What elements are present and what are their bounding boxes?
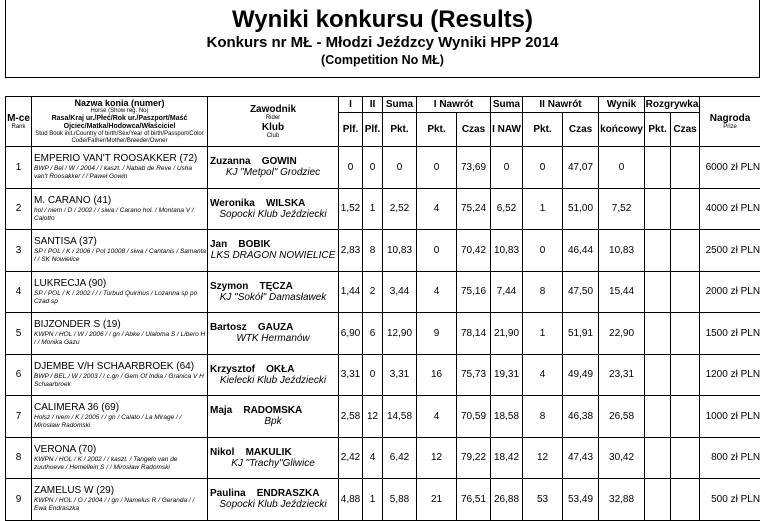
decider-pkt-cell — [645, 313, 671, 355]
sum-cell: 12,90 — [383, 313, 417, 355]
jo2-czas-cell: 51,91 — [563, 313, 599, 355]
sum-pkt-header: Pkt. — [383, 113, 417, 147]
prize-cell: 1500 zł PLN — [700, 313, 760, 355]
sum2-cell: 0 — [491, 147, 523, 189]
jo1-czas-cell: 75,24 — [457, 188, 491, 230]
sum-cell: 5,88 — [383, 479, 417, 521]
page-subtitle: Konkurs nr MŁ - Młodzi Jeźdzcy Wyniki HPP 2014 — [6, 34, 759, 52]
decider-czas-cell — [671, 479, 700, 521]
club-name: LKS DRAGON NOWIELICE — [208, 250, 338, 261]
decider-pkt-cell — [645, 230, 671, 272]
prize-cell: 4000 zł PLN — [700, 188, 760, 230]
page-title: Wyniki konkursu (Results) — [6, 6, 759, 34]
r1-cell: 2,83 — [339, 230, 363, 272]
r1-cell: 1,52 — [339, 188, 363, 230]
jo1-pkt-cell: 9 — [417, 313, 457, 355]
horse-name: VERONA — [34, 444, 76, 455]
naw-header: I NAW — [491, 113, 523, 147]
sum-cell: 3,44 — [383, 271, 417, 313]
prize-cell: 1200 zł PLN — [700, 354, 760, 396]
final-cell: 26,58 — [599, 396, 645, 438]
club-name: Sopocki Klub Jeździecki — [208, 499, 338, 510]
sum2-cell: 10,83 — [491, 230, 523, 272]
table-row — [6, 354, 760, 396]
decider-header: Rozgrywka — [645, 97, 700, 113]
rider-first-name: Szymon — [210, 281, 248, 292]
rank-cell: 4 — [6, 271, 32, 313]
sum2-cell: 18,58 — [491, 396, 523, 438]
jo2-czas-cell: 46,44 — [563, 230, 599, 272]
horse-number: (70) — [78, 444, 96, 455]
prize-cell: 6000 zł PLN — [700, 147, 760, 189]
final-sub-header: końcowy — [599, 113, 645, 147]
jo1-pkt-cell: 4 — [417, 271, 457, 313]
horse-cell — [32, 437, 208, 479]
rider-last-name: MAKULIK — [246, 447, 292, 458]
rider-last-name: OKŁA — [266, 364, 294, 375]
table-row — [6, 437, 760, 479]
horse-name: BIJZONDER S — [34, 319, 100, 330]
jo1-pkt-cell: 0 — [417, 230, 457, 272]
final-cell: 30,42 — [599, 437, 645, 479]
jo2-pkt-cell: 53 — [523, 479, 563, 521]
r2-cell: 6 — [363, 313, 383, 355]
r1-cell: 0 — [339, 147, 363, 189]
decider-czas-cell — [671, 147, 700, 189]
jumpoff1-header: I Nawrót — [417, 97, 491, 113]
rider-cell — [208, 188, 339, 230]
jo2-czas-cell: 47,43 — [563, 437, 599, 479]
final-cell: 22,90 — [599, 313, 645, 355]
r1-cell: 1,44 — [339, 271, 363, 313]
jo2-czas-cell: 47,07 — [563, 147, 599, 189]
decider-pkt-cell — [645, 271, 671, 313]
jo1-pkt-cell: 4 — [417, 188, 457, 230]
rider-first-name: Jan — [210, 239, 227, 250]
horse-name: M. CARANO — [34, 195, 91, 206]
jo1-czas-cell: 70,59 — [457, 396, 491, 438]
jo2-pkt-cell: 8 — [523, 271, 563, 313]
jo1-czas-cell: 75,16 — [457, 271, 491, 313]
club-name: WTK Hermanów — [208, 333, 338, 344]
final-cell: 7,52 — [599, 188, 645, 230]
horse-cell — [32, 479, 208, 521]
horse-number: (37) — [79, 236, 97, 247]
club-name: KJ "Sokół" Damasławek — [208, 292, 338, 303]
jo1-czas-cell: 78,14 — [457, 313, 491, 355]
club-name: KJ "Metpol" Grodziec — [208, 167, 338, 178]
sum2-cell: 19,31 — [491, 354, 523, 396]
horse-info: hol / niem / D / 2002 / / siwa / Carano hol. / Montana V / Calotto — [32, 207, 207, 223]
horse-info: Holsz / niem / K / 2005 / / gn / Calato / La Mirage / / Mirosław Radomski — [32, 414, 207, 430]
jo1-pkt-cell: 4 — [417, 396, 457, 438]
rank-cell: 2 — [6, 188, 32, 230]
rider-last-name: TĘCZA — [259, 281, 292, 292]
horse-info: KWPN / HOL / K / 2002 / / kaszt. / Tangelo van de zuuthoeve / Hemellein S / / Mirosław Radomski — [32, 456, 207, 472]
jo1-czas-cell: 73,69 — [457, 147, 491, 189]
rider-cell — [208, 271, 339, 313]
jo2-pkt-cell: 1 — [523, 313, 563, 355]
sum-cell: 14,58 — [383, 396, 417, 438]
decider-czas-cell — [671, 437, 700, 479]
rank-cell: 5 — [6, 313, 32, 355]
sum2-cell: 6,52 — [491, 188, 523, 230]
club-name: Kielecki Klub Jeździecki — [208, 375, 338, 386]
horse-number: (41) — [93, 195, 111, 206]
r1-cell: 6,90 — [339, 313, 363, 355]
decider-pkt-cell — [645, 354, 671, 396]
jo2-pkt-cell: 0 — [523, 147, 563, 189]
jo2-czas-cell: 51,00 — [563, 188, 599, 230]
horse-cell — [32, 396, 208, 438]
rider-first-name: Zuzanna — [210, 156, 251, 167]
prize-cell: 2000 zł PLN — [700, 271, 760, 313]
final-cell: 0 — [599, 147, 645, 189]
decider-pkt-cell — [645, 188, 671, 230]
competition-number: (Competition No MŁ) — [6, 52, 759, 68]
horse-cell — [32, 188, 208, 230]
horse-name: EMPERIO VAN'T ROOSAKKER — [34, 153, 177, 164]
jo2-czas-cell: 47,50 — [563, 271, 599, 313]
jo2-czas-header: Czas — [563, 113, 599, 147]
decider-czas-cell — [671, 396, 700, 438]
rider-last-name: GOWIN — [262, 156, 297, 167]
jo1-czas-cell: 70,42 — [457, 230, 491, 272]
decider-pkt-cell — [645, 437, 671, 479]
table-row — [6, 188, 760, 230]
horse-cell — [32, 230, 208, 272]
prize-cell: 1000 zł PLN — [700, 396, 760, 438]
horse-name: CALIMERA 36 — [34, 402, 98, 413]
sum2-cell: 21,90 — [491, 313, 523, 355]
horse-info: KWPN / HOL / W / 2006 / / gn / Abke / Ulaloma S / Libero H / / Monika Gazu — [32, 331, 207, 347]
horse-cell — [32, 271, 208, 313]
horse-info: BWP / BEL / W / 2003 / / c.gn / Gem Of India / Granica V H Schaarbroek — [32, 373, 207, 389]
final-cell: 10,83 — [599, 230, 645, 272]
rider-cell — [208, 313, 339, 355]
r2-cell: 12 — [363, 396, 383, 438]
jo2-czas-cell: 46,38 — [563, 396, 599, 438]
horse-number: (19) — [103, 319, 121, 330]
final-cell: 15,44 — [599, 271, 645, 313]
prize-header: Nagroda Prize — [700, 97, 760, 147]
horse-cell — [32, 354, 208, 396]
horse-number: (69) — [101, 402, 119, 413]
jo2-pkt-cell: 8 — [523, 396, 563, 438]
decider-pkt-cell — [645, 147, 671, 189]
rank-cell: 3 — [6, 230, 32, 272]
jo2-pkt-cell: 12 — [523, 437, 563, 479]
rider-last-name: WILSKA — [266, 198, 305, 209]
sum-cell: 3,31 — [383, 354, 417, 396]
prize-cell: 800 zł PLN — [700, 437, 760, 479]
jo1-pkt-header: Pkt. — [417, 113, 457, 147]
club-name: KJ "Trachy"Gliwice — [208, 458, 338, 469]
jo2-pkt-cell: 0 — [523, 230, 563, 272]
horse-number: (29) — [96, 485, 114, 496]
results-header — [5, 0, 760, 78]
rider-first-name: Krzysztof — [210, 364, 255, 375]
jo1-pkt-cell: 0 — [417, 147, 457, 189]
r2-cell: 1 — [363, 188, 383, 230]
table-row — [6, 313, 760, 355]
table-row — [6, 396, 760, 438]
final-cell: 32,88 — [599, 479, 645, 521]
table-row — [6, 147, 760, 189]
r2-cell: 4 — [363, 437, 383, 479]
jo2-pkt-header: Pkt. — [523, 113, 563, 147]
rider-first-name: Nikol — [210, 447, 234, 458]
jo1-pkt-cell: 21 — [417, 479, 457, 521]
sum2-cell: 7,44 — [491, 271, 523, 313]
table-row — [6, 230, 760, 272]
sum-cell: 0 — [383, 147, 417, 189]
sum2-header: Suma — [491, 97, 523, 113]
r1-cell: 2,58 — [339, 396, 363, 438]
jo1-czas-header: Czas — [457, 113, 491, 147]
table-row — [6, 271, 760, 313]
r1-cell: 2,42 — [339, 437, 363, 479]
horse-info: SP / POL / K / 2002 / / / Turbud Quirinus / Lozanna sp po Czad sp — [32, 290, 207, 306]
table-row — [6, 479, 760, 521]
rider-cell — [208, 479, 339, 521]
rider-cell — [208, 354, 339, 396]
decider-pkt-cell — [645, 396, 671, 438]
prize-cell: 500 zł PLN — [700, 479, 760, 521]
horse-number: (72) — [179, 153, 197, 164]
rider-last-name: BOBIK — [238, 239, 270, 250]
jo1-pkt-cell: 16 — [417, 354, 457, 396]
horse-name: LUKRECJA — [34, 278, 86, 289]
horse-name: SANTISA — [34, 236, 76, 247]
jo2-pkt-cell: 1 — [523, 188, 563, 230]
rider-first-name: Bartosz — [210, 322, 247, 333]
decider-czas-cell — [671, 188, 700, 230]
sum-header: Suma — [383, 97, 417, 113]
horse-info: BWP / Bel / W / 2004 / / kaszt. / Nabab de Reve / Usha van't Roosakker / / Paweł Gowin — [32, 165, 207, 181]
horse-cell — [32, 313, 208, 355]
r2-cell: 1 — [363, 479, 383, 521]
rank-cell: 1 — [6, 147, 32, 189]
decider-czas-cell — [671, 230, 700, 272]
sum2-cell: 18,42 — [491, 437, 523, 479]
decider-czas-cell — [671, 354, 700, 396]
rider-last-name: ENDRASZKA — [257, 488, 320, 499]
decider-pkt-cell — [645, 479, 671, 521]
horse-name: ZAMELUS W — [34, 485, 93, 496]
club-name: Bpk — [208, 416, 338, 427]
jo2-czas-cell: 49,49 — [563, 354, 599, 396]
results-table — [5, 96, 760, 521]
prize-cell: 2500 zł PLN — [700, 230, 760, 272]
decider-czas-cell — [671, 313, 700, 355]
r2-cell: 0 — [363, 147, 383, 189]
rider-cell — [208, 437, 339, 479]
horse-info: KWPN / HOL / O / 2004 / / gn / Namelus R / Geranda / / Ewa Endraszka — [32, 497, 207, 513]
jo1-czas-cell: 79,22 — [457, 437, 491, 479]
rider-first-name: Weronika — [210, 198, 255, 209]
rank-cell: 8 — [6, 437, 32, 479]
round1-header: I — [339, 97, 363, 113]
sum-cell: 6,42 — [383, 437, 417, 479]
decider-czas-header: Czas — [671, 113, 700, 147]
sum-cell: 2,52 — [383, 188, 417, 230]
rider-cell — [208, 396, 339, 438]
r2-cell: 2 — [363, 271, 383, 313]
jo2-pkt-cell: 4 — [523, 354, 563, 396]
rank-cell: 6 — [6, 354, 32, 396]
sum-cell: 10,83 — [383, 230, 417, 272]
jo1-pkt-cell: 12 — [417, 437, 457, 479]
horse-header: Nazwa konia (numer) Horse (Show reg. No) Rasa/Kraj ur./Płeć/Rok ur./Paszport/Maść Ojciec/Matka/Hodowca/Właściciel Stud Book init./Country of birth/Sex/Year of birth/Passport/Color Code/Father/Mother/Breeder/Owner — [32, 97, 208, 147]
r2-cell: 0 — [363, 354, 383, 396]
rider-last-name: RADOMSKA — [243, 405, 302, 416]
rank-cell: 7 — [6, 396, 32, 438]
r1-cell: 3,31 — [339, 354, 363, 396]
r2-cell: 8 — [363, 230, 383, 272]
rider-cell — [208, 147, 339, 189]
sum2-cell: 26,88 — [491, 479, 523, 521]
rider-first-name: Maja — [210, 405, 232, 416]
decider-pkt-header: Pkt. — [645, 113, 671, 147]
club-name: Sopocki Klub Jeździecki — [208, 209, 338, 220]
rider-header: Zawodnik Rider Klub Club — [208, 97, 339, 147]
horse-info: SP / POL / K / 2006 / Pol 10008 / siwa / Cantanis / Samanta / / SK Nowielice — [32, 248, 207, 264]
horse-number: (90) — [88, 278, 106, 289]
r2-plf-header: Plf. — [363, 113, 383, 147]
horse-number: (64) — [176, 361, 194, 372]
rider-last-name: GAUZA — [258, 322, 294, 333]
rank-cell: 9 — [6, 479, 32, 521]
final-header: Wynik — [599, 97, 645, 113]
rank-header: M-ce Rank — [6, 97, 32, 147]
round2-header: II — [363, 97, 383, 113]
rider-first-name: Paulina — [210, 488, 246, 499]
final-cell: 23,31 — [599, 354, 645, 396]
decider-czas-cell — [671, 271, 700, 313]
horse-name: DJEMBE V/H SCHAARBROEK — [34, 361, 173, 372]
jo1-czas-cell: 76,51 — [457, 479, 491, 521]
rider-cell — [208, 230, 339, 272]
horse-cell — [32, 147, 208, 189]
jumpoff2-header: II Nawrót — [523, 97, 599, 113]
jo1-czas-cell: 75,73 — [457, 354, 491, 396]
r1-cell: 4,88 — [339, 479, 363, 521]
r1-plf-header: Plf. — [339, 113, 363, 147]
jo2-czas-cell: 53,49 — [563, 479, 599, 521]
